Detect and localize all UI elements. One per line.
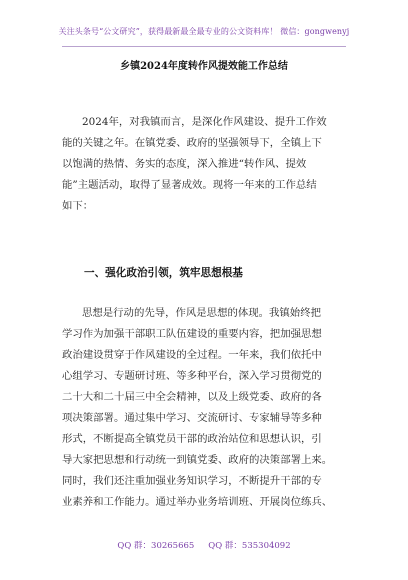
body-line: 导大家把思想和行动统一到镇党委、政府的决策部署上来。 [62,454,333,466]
intro-line: 2024年，对我镇而言，是深化作风建设、提升工作效 [82,116,327,128]
intro-line: 以饱满的热情、务实的态度，深入推进“转作风、提效 [62,158,307,170]
intro-line: 能”主题活动，取得了显著成效。现将一年来的工作总结 [62,179,317,191]
body-line: 形式，不断提高全镇党员干部的政治站位和思想认识，引 [62,433,322,445]
footer-qq-group-1: QQ 群：30265665 [117,541,195,551]
document-title: 乡镇2024年度转作风提效能工作总结 [120,61,288,72]
section1-paragraph [62,303,348,513]
header-divider [62,46,346,47]
footer-contacts [0,539,408,551]
intro-line: 能的关键之年。在镇党委、政府的坚强领导下，全镇上下 [62,137,322,149]
body-line: 政治建设贯穿于作风建设的全过程。一年来，我们依托中 [62,349,322,361]
body-line: 心组学习、专题研讨班、等多种平台，深入学习贯彻党的 [62,370,322,382]
intro-line: 如下： [62,200,94,212]
body-line: 思想是行动的先导，作风是思想的体现。我镇始终把 [82,307,321,319]
body-line: 二十大和二十届三中全会精神，以及上级党委、政府的各 [62,391,322,403]
body-line: 学习作为加强干部职工队伍建设的重要内容，把加强思想 [62,328,322,340]
body-line: 同时，我们还注重加强业务知识学习，不断提升干部的专 [62,475,322,487]
section-heading: 一、强化政治引领，筑牢思想根基 [84,267,243,279]
body-line: 业素养和工作能力。通过举办业务培训班、开展岗位练兵、 [62,496,333,508]
body-line: 项决策部署。通过集中学习、交流研讨、专家辅导等多种 [62,412,322,424]
intro-paragraph [62,112,348,217]
header-notice: 关注头条号“公文研究”，获得最新最全最专业的公文资料库！ 微信：gongwenyj [58,27,350,36]
footer-qq-group-2: QQ 群：535304092 [208,541,291,551]
